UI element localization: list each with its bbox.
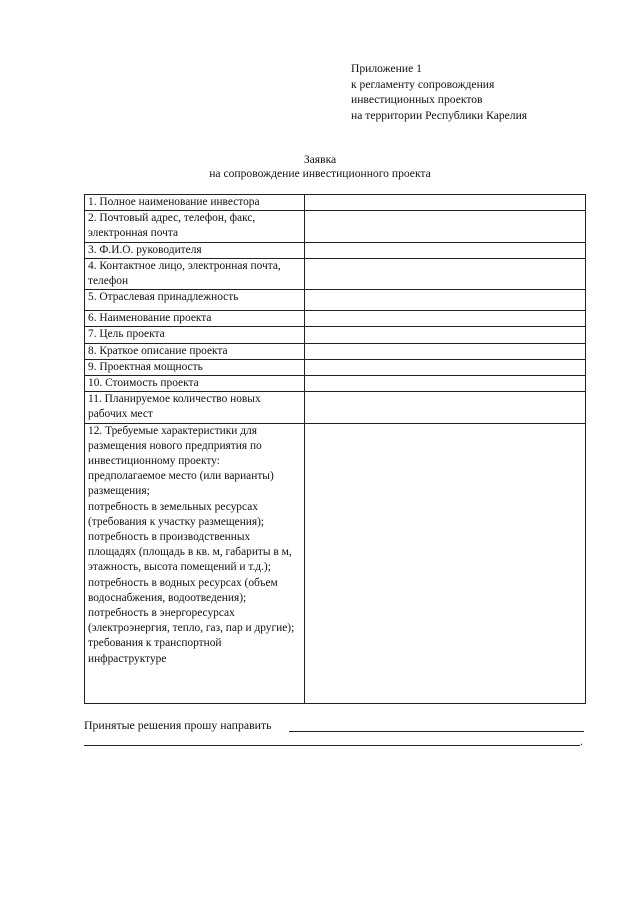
row-value-field[interactable] bbox=[305, 242, 586, 258]
document-title: Заявка bbox=[303, 153, 337, 166]
row-label: 1. Полное наименование инвестора bbox=[85, 195, 305, 211]
response-address-line bbox=[84, 718, 584, 733]
row-label: 8. Краткое описание проекта bbox=[85, 343, 305, 359]
response-address-label: Принятые решения прошу направить bbox=[84, 718, 272, 732]
row-value-field[interactable] bbox=[305, 343, 586, 359]
table-row bbox=[85, 211, 586, 242]
appendix-header bbox=[351, 61, 611, 123]
appendix-line: на территории Республики Карелия bbox=[351, 108, 528, 122]
requirement-item: потребность в водных ресурсах (объем водоснабжения, водоотведения); bbox=[88, 576, 278, 604]
table-row bbox=[85, 359, 586, 375]
row-label: 9. Проектная мощность bbox=[85, 359, 305, 375]
row-value-field[interactable] bbox=[305, 392, 586, 423]
document-subtitle: на сопровождение инвестиционного проекта bbox=[209, 167, 431, 180]
row-value-field[interactable] bbox=[305, 211, 586, 242]
requirement-item: потребность в производственных площадях (площадь в кв. м, габариты в м, этажность, высота помещений и т.д.); bbox=[88, 531, 292, 574]
table-row bbox=[85, 343, 586, 359]
row-value-field[interactable] bbox=[305, 327, 586, 343]
table-row bbox=[85, 392, 586, 423]
row-label: 12. Требуемые характеристики для размещения нового предприятия по инвестиционному проекту: bbox=[88, 424, 262, 468]
requirement-item: потребность в земельных ресурсах (требования к участку размещения); bbox=[88, 500, 265, 528]
row-label: 4. Контактное лицо, электронная почта, телефон bbox=[85, 258, 305, 289]
row-label: 7. Цель проекта bbox=[85, 327, 305, 343]
table-row bbox=[85, 311, 586, 327]
row-value-field[interactable] bbox=[305, 423, 586, 703]
requirement-item: потребность в энергоресурсах (электроэнергия, тепло, газ, пар и другие); bbox=[88, 607, 295, 635]
response-address-field[interactable] bbox=[289, 731, 584, 732]
row-value-field[interactable] bbox=[305, 290, 586, 311]
row-value-field[interactable] bbox=[305, 359, 586, 375]
row-label: 5. Отраслевая принадлежность bbox=[85, 290, 305, 311]
row-value-field[interactable] bbox=[305, 311, 586, 327]
appendix-line: Приложение 1 bbox=[351, 62, 422, 75]
table-row bbox=[85, 327, 586, 343]
row-label: 10. Стоимость проекта bbox=[85, 376, 305, 392]
table-row bbox=[85, 423, 586, 703]
row-value-field[interactable] bbox=[305, 195, 586, 211]
line-end-period: . bbox=[580, 734, 583, 748]
appendix-line: к регламенту сопровождения bbox=[351, 77, 495, 91]
row-label: 2. Почтовый адрес, телефон, факс, электронная почта bbox=[85, 211, 305, 242]
row-label-requirements bbox=[85, 423, 305, 703]
row-value-field[interactable] bbox=[305, 376, 586, 392]
appendix-line: инвестиционных проектов bbox=[351, 93, 483, 106]
row-label: 11. Планируемое количество новых рабочих мест bbox=[85, 392, 305, 423]
application-form-table bbox=[84, 194, 586, 704]
table-row bbox=[85, 290, 586, 311]
row-label: 6. Наименование проекта bbox=[85, 311, 305, 327]
response-address-field-continued[interactable] bbox=[84, 745, 580, 746]
table-row bbox=[85, 258, 586, 289]
requirement-item: предполагаемое место (или варианты) размещения; bbox=[88, 470, 274, 498]
table-row bbox=[85, 195, 586, 211]
table-row bbox=[85, 376, 586, 392]
requirement-item: требования к транспортной инфраструктуре bbox=[88, 637, 222, 665]
table-row bbox=[85, 242, 586, 258]
row-label: 3. Ф.И.О. руководителя bbox=[85, 242, 305, 258]
row-value-field[interactable] bbox=[305, 258, 586, 289]
